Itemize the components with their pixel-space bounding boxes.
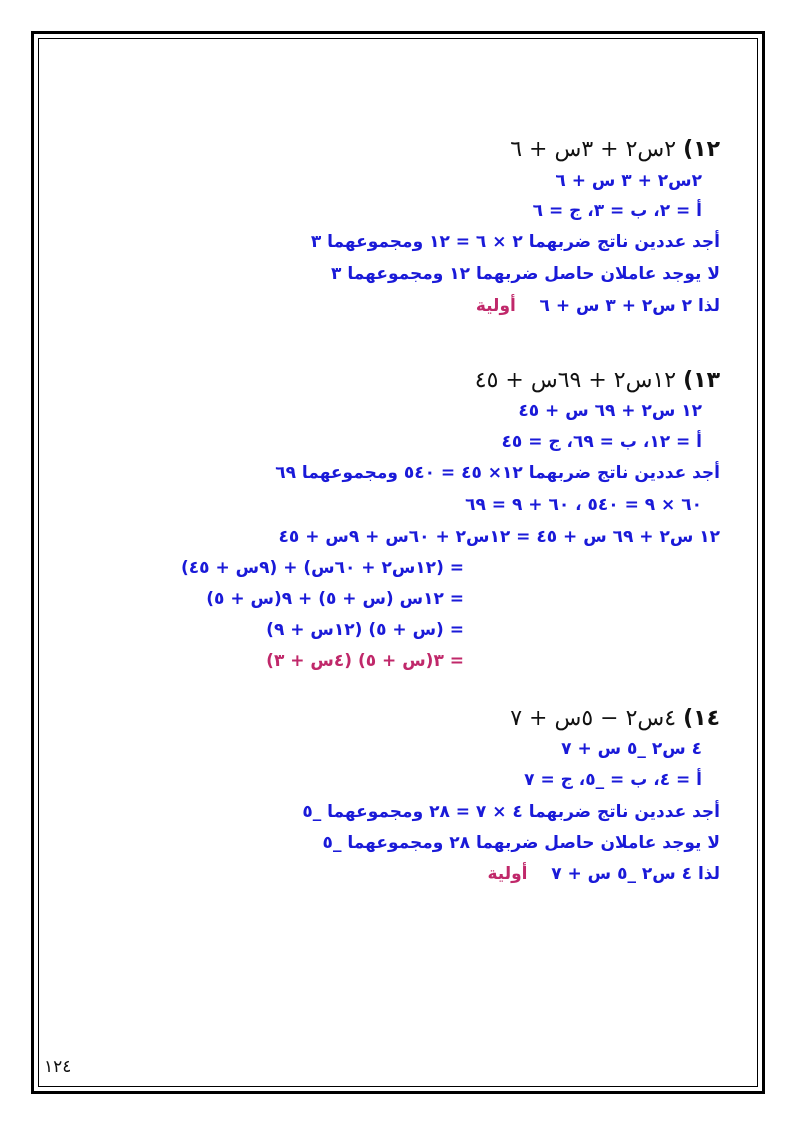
problem-12-result: أولية [475, 296, 516, 316]
problem-13-step-4: ٦٠ × ٩ = ٥٤٠ ، ٦٠ + ٩ = ٦٩ [465, 495, 702, 515]
problem-13-step-3: أجد عددين ناتج ضربهما ١٢× ٤٥ = ٥٤٠ ومجموعهما ٦٩ [275, 463, 720, 483]
problem-12-header [510, 136, 720, 164]
problem-14-step-2: أ = ٤، ب = _٥، ج = ٧ [524, 770, 702, 790]
problem-13-step-1: ١٢ س٢ + ٦٩ س + ٤٥ [518, 401, 702, 421]
problem-13-header [475, 367, 720, 395]
problem-12-number: ١٢) [683, 137, 720, 162]
problem-12-conclusion-text: لذا ٢ س٢ + ٣ س + ٦ [539, 296, 720, 316]
problem-13-step-2: أ = ١٢، ب = ٦٩، ج = ٤٥ [501, 432, 702, 452]
problem-13-step-6: = (١٢س٢ + ٦٠س) + (٩س + ٤٥) [181, 558, 464, 578]
problem-14-conclusion [487, 862, 720, 886]
problem-13-step-7: = ١٢س (س + ٥) + ٩(س + ٥) [206, 589, 464, 609]
problem-12-expression: ٢س٢ + ٣س + ٦ [510, 137, 677, 162]
problem-14-step-4: لا يوجد عاملان حاصل ضربهما ٢٨ ومجموعهما _٥ [322, 833, 720, 853]
problem-14-result: أولية [487, 864, 528, 884]
problem-12-step-4: لا يوجد عاملان حاصل ضربهما ١٢ ومجموعهما ٣ [331, 264, 720, 284]
problem-12-step-3: أجد عددين ناتج ضربهما ٢ × ٦ = ١٢ ومجموعهما ٣ [310, 232, 720, 252]
problem-14-number: ١٤) [683, 706, 720, 731]
problem-14-header [510, 705, 720, 733]
problem-13-step-8: = (س + ٥) (١٢س + ٩) [266, 620, 464, 640]
problem-13-step-9: = ٣(س + ٥) (٤س + ٣) [266, 651, 464, 671]
problem-12-conclusion [476, 294, 720, 318]
problem-13-step-5: ١٢ س٢ + ٦٩ س + ٤٥ = ١٢س٢ + ٦٠س + ٩س + ٤٥ [278, 527, 720, 547]
problem-12-step-1: ٢س٢ + ٣ س + ٦ [555, 171, 702, 191]
problem-14-step-3: أجد عددين ناتج ضربهما ٤ × ٧ = ٢٨ ومجموعهما _٥ [302, 802, 720, 822]
page-number: ١٢٤ [44, 1057, 72, 1077]
problem-14-expression: ٤س٢ − ٥س + ٧ [510, 706, 677, 731]
problem-13-expression: ١٢س٢ + ٦٩س + ٤٥ [474, 368, 677, 393]
problem-14-step-1: ٤ س٢ _٥ س + ٧ [561, 739, 702, 759]
problem-14-conclusion-text: لذا ٤ س٢ _٥ س + ٧ [551, 864, 720, 884]
problem-13-number: ١٣) [683, 368, 720, 393]
problem-12-step-2: أ = ٢، ب = ٣، ج = ٦ [532, 201, 702, 221]
